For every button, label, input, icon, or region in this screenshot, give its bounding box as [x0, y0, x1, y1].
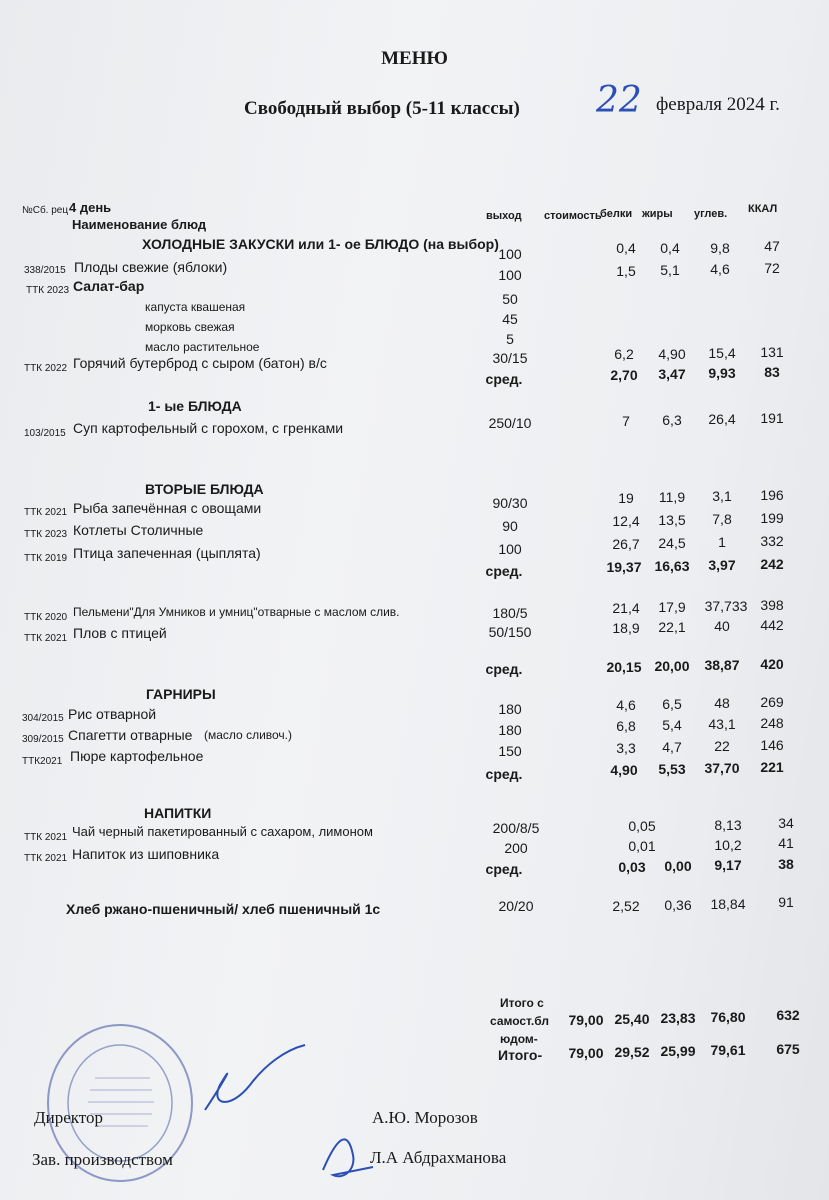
section-cold: ХОЛОДНЫЕ ЗАКУСКИ или 1- ое БЛЮДО (на выбор) [142, 236, 499, 252]
header-cost: стоимость [544, 210, 602, 222]
production-name: Л.А Абдрахманова [370, 1148, 507, 1167]
director-name: А.Ю. Морозов [372, 1108, 478, 1127]
header-output: выход [486, 210, 522, 222]
production-signature [318, 1125, 378, 1185]
menu-subtitle: Свободный выбор (5-11 классы) [244, 98, 520, 119]
header-code: №Сб. рец [22, 205, 69, 216]
date-month-year: февраля 2024 г. [656, 94, 780, 115]
header-name: Наименование блюд [72, 217, 207, 232]
section-drinks: НАПИТКИ [144, 805, 212, 821]
section-first: 1- ые БЛЮДА [148, 398, 242, 414]
section-garnish: ГАРНИРЫ [146, 686, 216, 702]
production-title: Зав. производством [32, 1150, 173, 1169]
header-day: 4 день [69, 200, 112, 215]
header-fat: жиры [642, 208, 673, 220]
director-signature [195, 1040, 315, 1130]
header-carbs: углев. [694, 208, 728, 220]
header-protein: белки [600, 208, 633, 220]
handwritten-day: 22 [596, 80, 642, 121]
section-second: ВТОРЫЕ БЛЮДА [145, 481, 264, 497]
header-kcal: ККАЛ [748, 203, 778, 215]
page-title: МЕНЮ [381, 48, 448, 69]
director-title: Директор [34, 1108, 103, 1127]
